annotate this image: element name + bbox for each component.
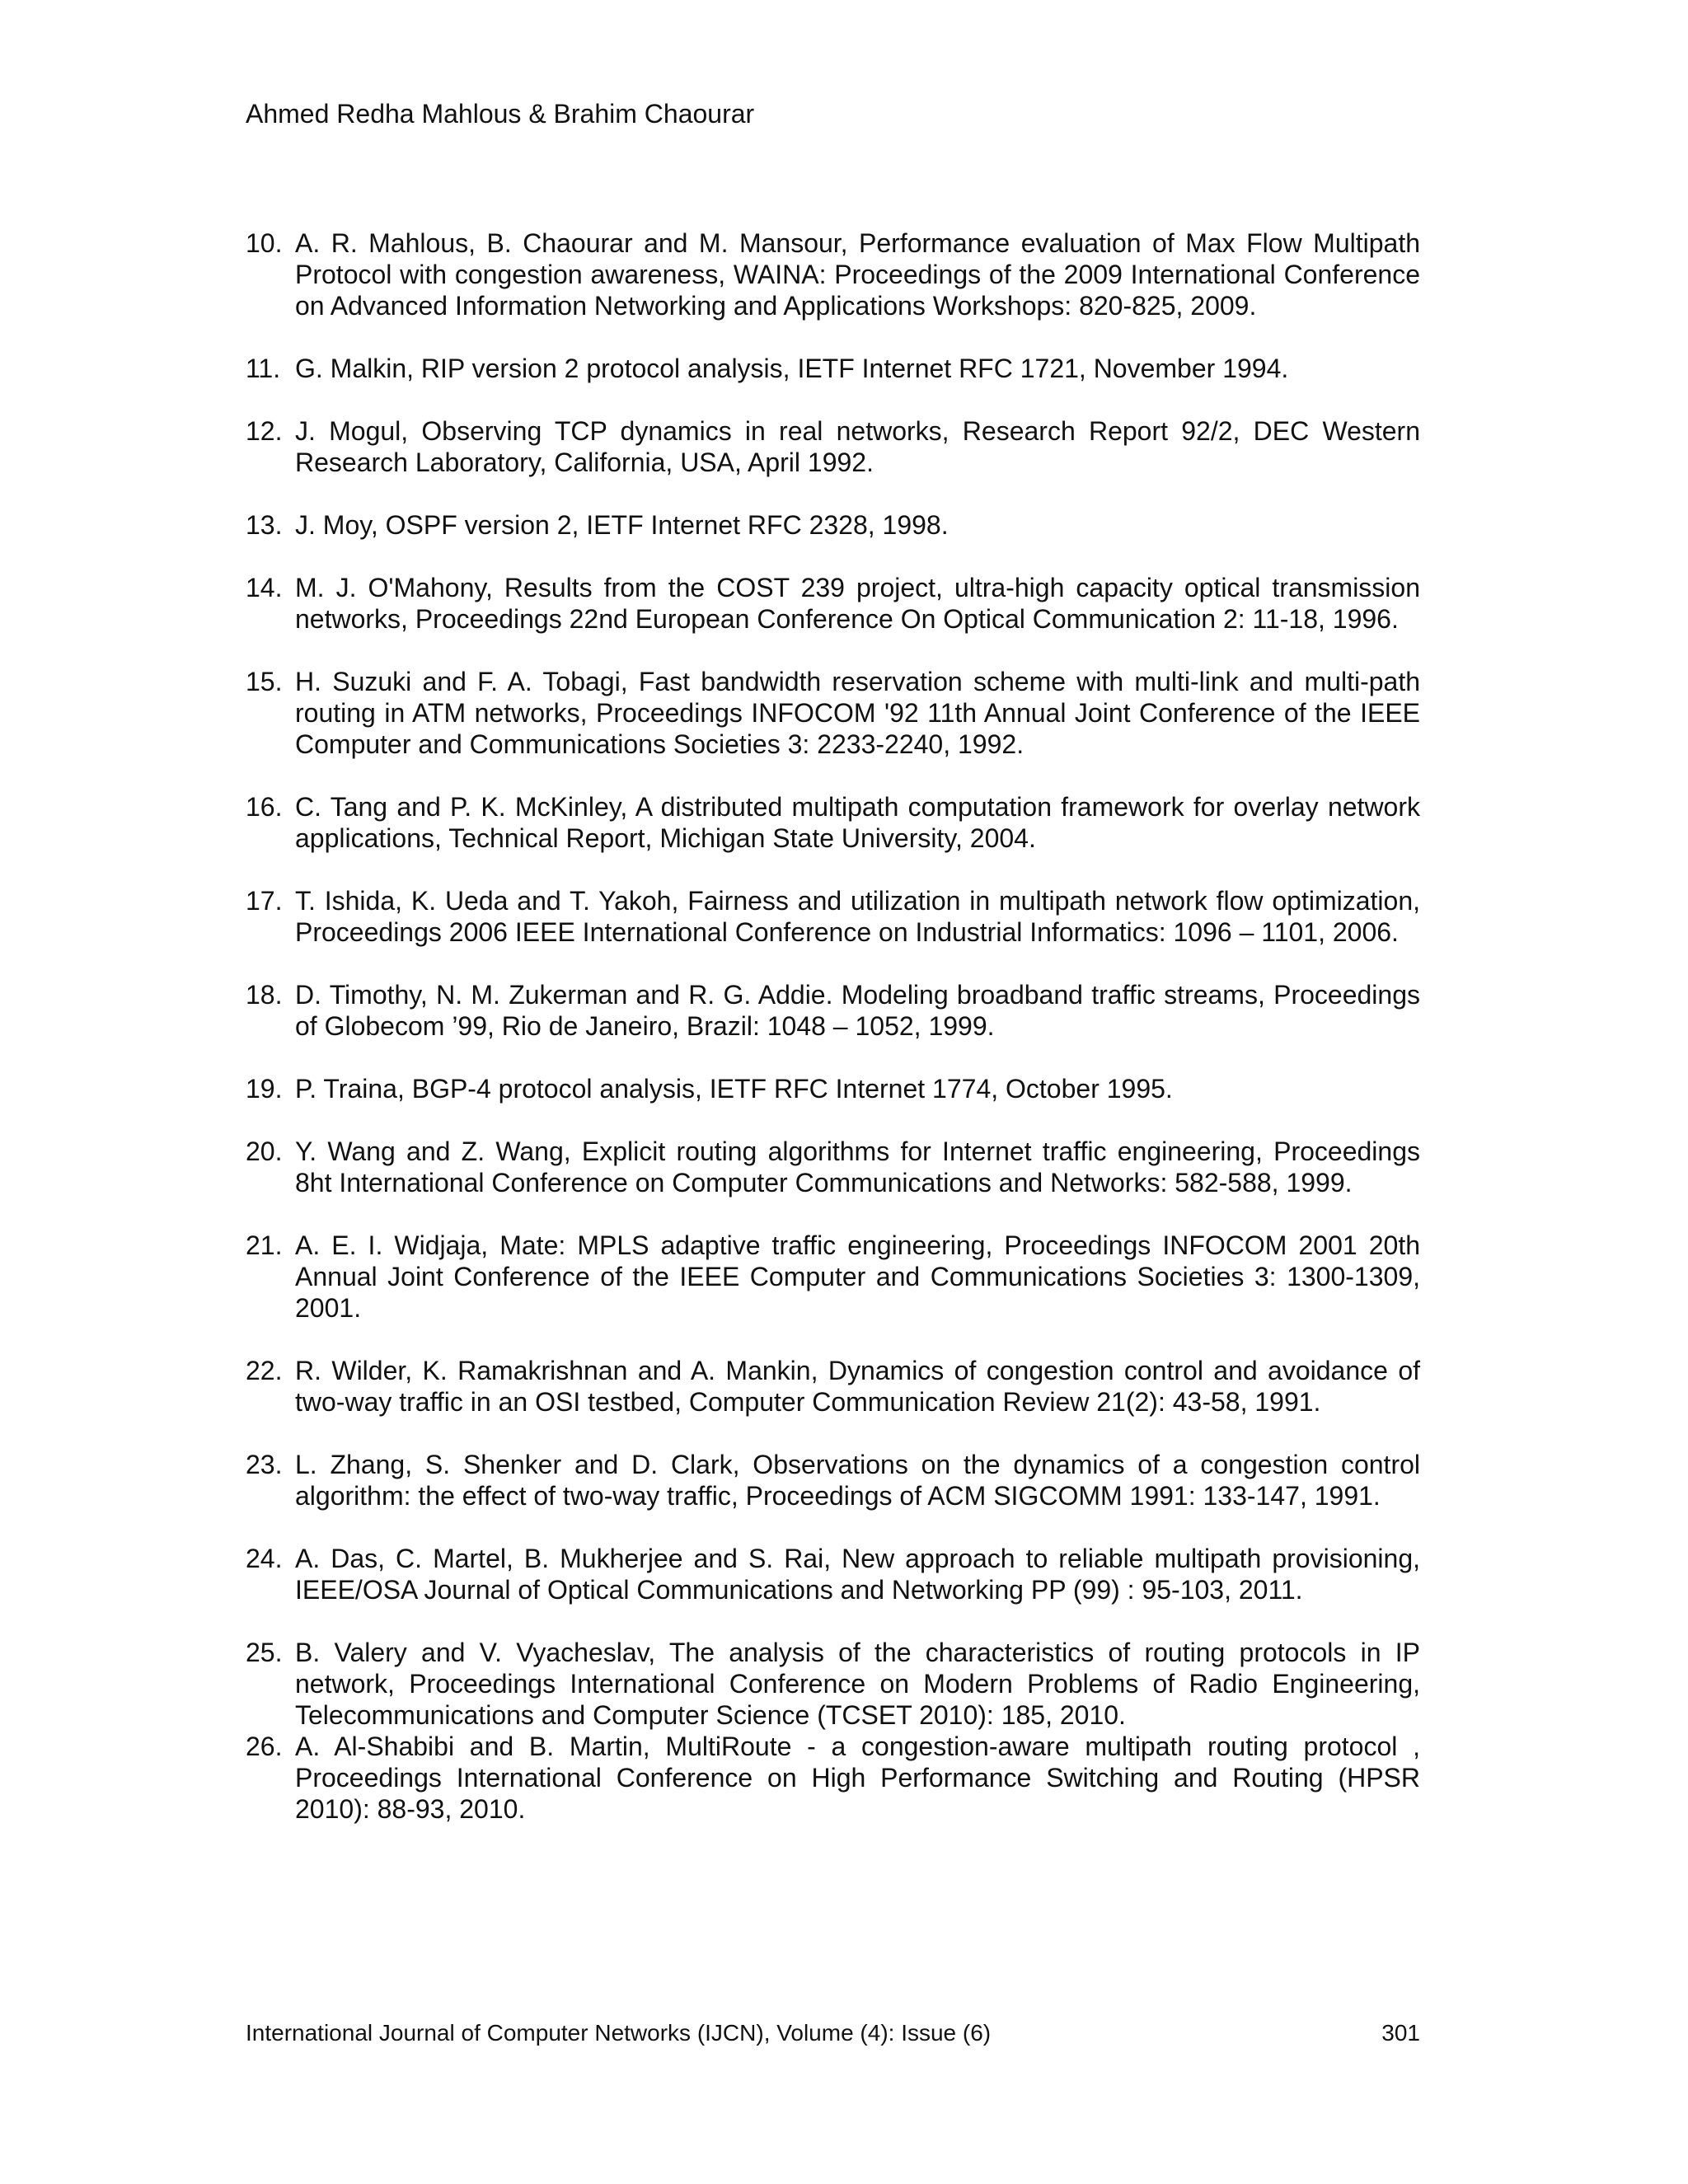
reference-text: P. Traina, BGP-4 protocol analysis, IETF RFC Internet 1774, October 1995. — [295, 1074, 1173, 1104]
reference-number: 12. — [246, 416, 283, 446]
reference-text: M. J. O'Mahony, Results from the COST 239 project, ultra-high capacity optical transmission networks, Proceedings 22nd European Conference On Optical Communication 2: 11-18, 1996. — [295, 573, 1420, 634]
reference-number: 10. — [246, 228, 283, 258]
reference-item — [246, 666, 1420, 760]
reference-text: A. Das, C. Martel, B. Mukherjee and S. Rai, New approach to reliable multipath provisioning, IEEE/OSA Journal of Optical Communications and Networking PP (99) : 95-103, 2011. — [295, 1544, 1420, 1605]
reference-item — [246, 1449, 1420, 1511]
reference-item — [246, 885, 1420, 948]
reference-item — [246, 1355, 1420, 1418]
reference-number: 22. — [246, 1356, 283, 1385]
reference-item — [246, 572, 1420, 635]
page-number: 301 — [1381, 2020, 1420, 2046]
reference-item — [246, 353, 1420, 384]
reference-item — [246, 1543, 1420, 1605]
reference-list — [246, 227, 1420, 1856]
reference-item — [246, 227, 1420, 321]
reference-number: 21. — [246, 1230, 283, 1260]
reference-text: J. Moy, OSPF version 2, IETF Internet RFC 2328, 1998. — [295, 510, 949, 540]
reference-number: 17. — [246, 886, 283, 916]
reference-item — [246, 1731, 1420, 1825]
reference-text: J. Mogul, Observing TCP dynamics in real networks, Research Report 92/2, DEC Western Research Laboratory, California, USA, April 1992. — [295, 416, 1420, 477]
reference-text: D. Timothy, N. M. Zukerman and R. G. Addie. Modeling broadband traffic streams, Proceedings of Globecom ’99, Rio de Janeiro, Brazil: 1048 – 1052, 1999. — [295, 980, 1420, 1041]
reference-number: 15. — [246, 667, 283, 696]
reference-item — [246, 415, 1420, 478]
reference-number: 11. — [246, 354, 281, 383]
reference-number: 14. — [246, 573, 283, 602]
reference-item — [246, 1073, 1420, 1104]
reference-number: 25. — [246, 1638, 283, 1667]
reference-number: 23. — [246, 1450, 283, 1479]
reference-number: 13. — [246, 510, 283, 540]
reference-text: Y. Wang and Z. Wang, Explicit routing algorithms for Internet traffic engineering, Proceedings 8ht International Conference on Computer Communications and Networks: 582-588, 1999. — [295, 1137, 1420, 1197]
reference-text: C. Tang and P. K. McKinley, A distributed multipath computation framework for overlay network applications, Technical Report, Michigan State University, 2004. — [295, 792, 1420, 853]
page-footer — [246, 2019, 1420, 2047]
reference-text: B. Valery and V. Vyacheslav, The analysis of the characteristics of routing protocols in IP network, Proceedings International Conference on Modern Problems of Radio Engineering, Telecommunications and Computer Science (TCSET 2010): 185, 2010. — [295, 1638, 1420, 1730]
reference-text: L. Zhang, S. Shenker and D. Clark, Observations on the dynamics of a congestion control algorithm: the effect of two-way traffic, Proceedings of ACM SIGCOMM 1991: 133-147, 1991. — [295, 1450, 1420, 1511]
journal-citation: International Journal of Computer Networks (IJCN), Volume (4): Issue (6) — [246, 2020, 992, 2046]
reference-text: A. Al-Shabibi and B. Martin, MultiRoute - a congestion-aware multipath routing protocol , Proceedings International Conference on High Performance Switching and Routing (HPSR 2010): 88-93, 2010. — [295, 1732, 1420, 1824]
reference-number: 16. — [246, 792, 283, 822]
reference-text: A. R. Mahlous, B. Chaourar and M. Mansour, Performance evaluation of Max Flow Multipath Protocol with congestion awareness, WAINA: Proceedings of the 2009 International Conference on Advanced Information Networking and Applications Workshops: 820-825, 2009. — [295, 228, 1420, 321]
running-header: Ahmed Redha Mahlous & Brahim Chaourar — [246, 99, 755, 129]
reference-item — [246, 1136, 1420, 1198]
reference-number: 20. — [246, 1137, 283, 1166]
reference-number: 18. — [246, 980, 283, 1010]
reference-number: 26. — [246, 1732, 283, 1761]
reference-text: A. E. I. Widjaja, Mate: MPLS adaptive traffic engineering, Proceedings INFOCOM 2001 20th Annual Joint Conference of the IEEE Computer and Communications Societies 3: 1300-1309, 2001. — [295, 1230, 1420, 1323]
reference-item — [246, 509, 1420, 541]
reference-text: G. Malkin, RIP version 2 protocol analysis, IETF Internet RFC 1721, November 1994. — [295, 354, 1289, 383]
reference-text: H. Suzuki and F. A. Tobagi, Fast bandwidth reservation scheme with multi-link and multi-path routing in ATM networks, Proceedings INFOCOM '92 11th Annual Joint Conference of the IEEE Computer and Communications Societies 3: 2233-2240, 1992. — [295, 667, 1420, 759]
reference-item — [246, 979, 1420, 1042]
reference-item — [246, 1230, 1420, 1324]
reference-number: 24. — [246, 1544, 283, 1573]
reference-number: 19. — [246, 1074, 283, 1104]
reference-item — [246, 1637, 1420, 1731]
reference-text: T. Ishida, K. Ueda and T. Yakoh, Fairness and utilization in multipath network flow optimization, Proceedings 2006 IEEE International Conference on Industrial Informatics: 1096 – 1101, 2006. — [295, 886, 1420, 947]
reference-text: R. Wilder, K. Ramakrishnan and A. Mankin, Dynamics of congestion control and avoidance of two-way traffic in an OSI testbed, Computer Communication Review 21(2): 43-58, 1991. — [295, 1356, 1420, 1417]
reference-item — [246, 791, 1420, 854]
